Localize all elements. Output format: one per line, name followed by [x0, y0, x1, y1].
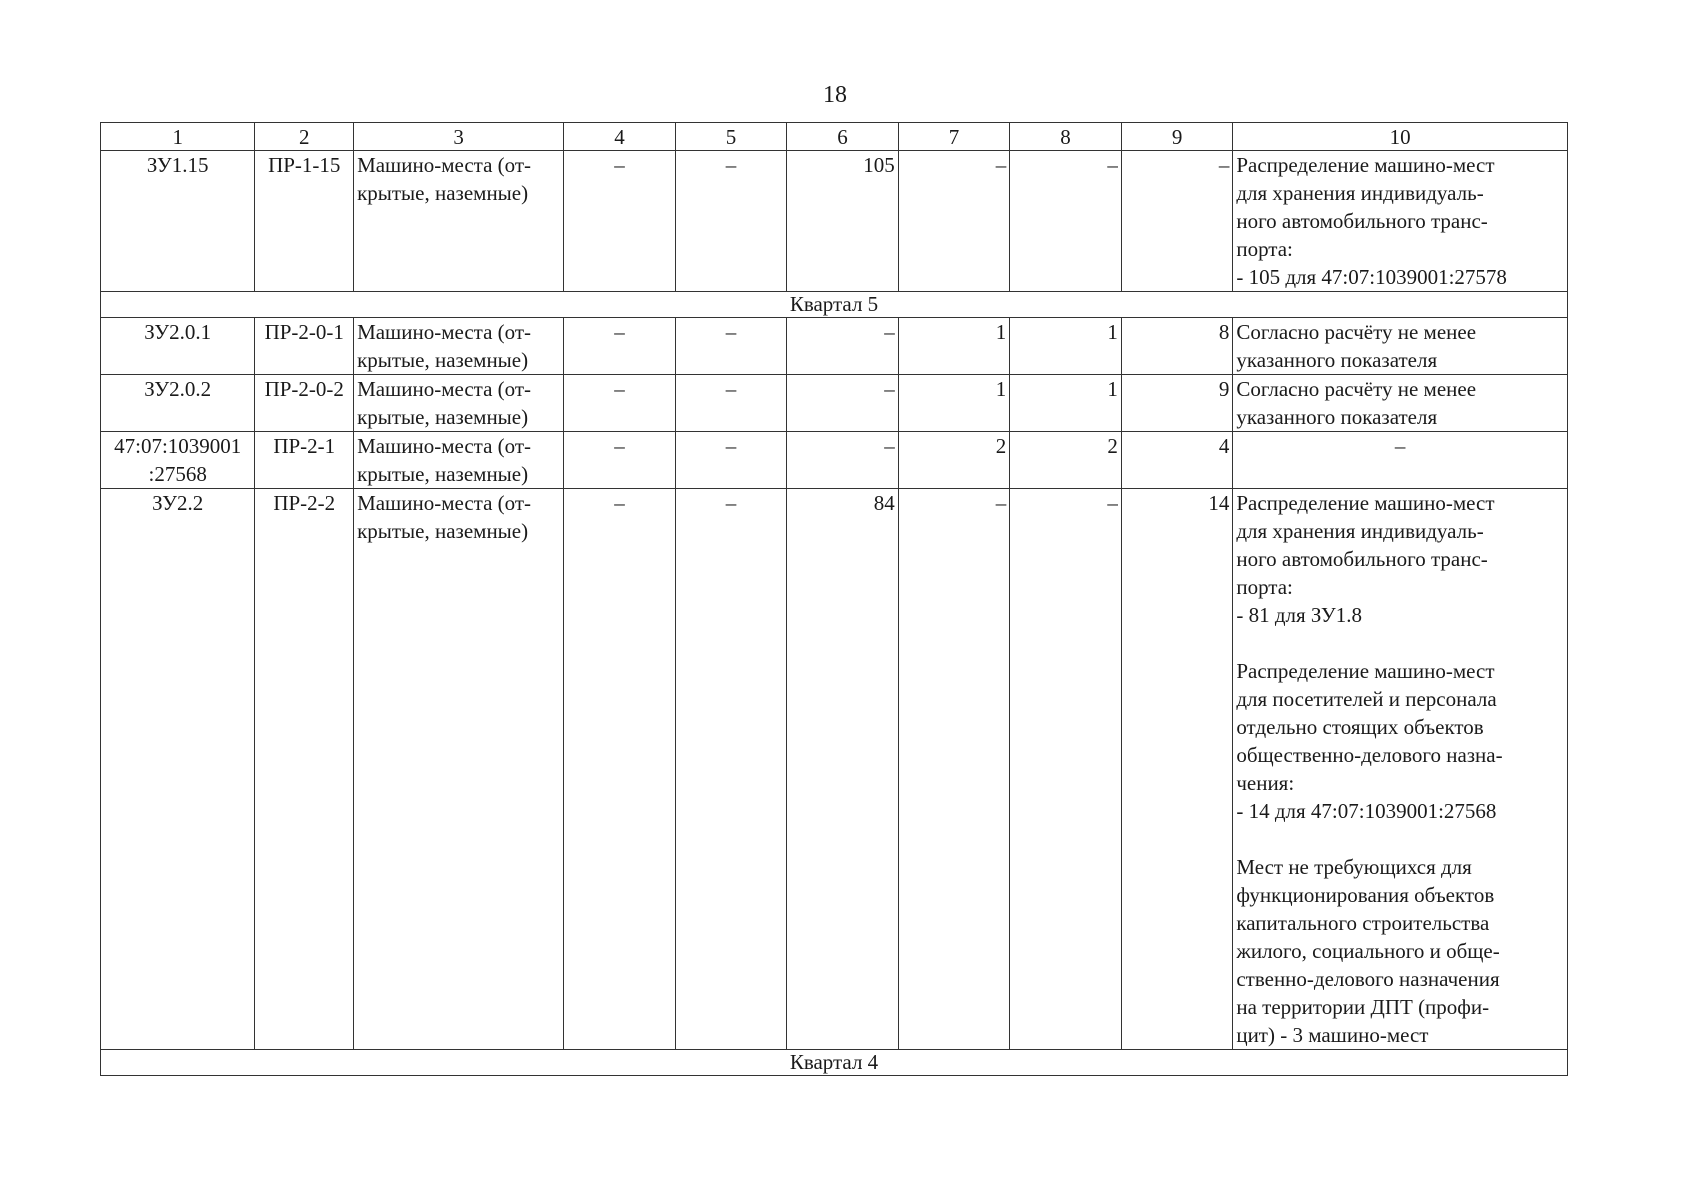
column-header-9: 9: [1121, 123, 1233, 151]
cell-line: указанного показателя: [1236, 405, 1438, 429]
cell-line: ственно-делового назначения: [1236, 967, 1500, 991]
table-row: [101, 318, 1568, 375]
cell-line: Машино-места (от-: [357, 153, 532, 177]
table-cell-col-5: [675, 489, 787, 1050]
section-label: Квартал 5: [101, 292, 1568, 318]
cell-line: Распределение машино-мест: [1236, 491, 1495, 515]
cell-line: ПР-1-15: [268, 153, 341, 177]
table-cell-col-3: [354, 489, 564, 1050]
cell-line: - 105 для 47:07:1039001:27578: [1236, 265, 1507, 289]
cell-line: указанного показателя: [1236, 348, 1438, 372]
cell-line: ПР-2-0-1: [264, 320, 344, 344]
cell-line: крытые, наземные): [357, 462, 529, 486]
table-cell-col-4: [564, 151, 676, 292]
table-cell-col-7: [898, 432, 1010, 489]
cell-line: [1236, 629, 1564, 657]
table-cell-col-1: [101, 375, 255, 432]
cell-line: Согласно расчёту не менее: [1236, 377, 1477, 401]
cell-line: –: [1107, 491, 1118, 515]
column-header-6: 6: [787, 123, 899, 151]
cell-line: функционирования объектов: [1236, 883, 1495, 907]
cell-line: [1236, 825, 1564, 853]
column-header-1: 1: [101, 123, 255, 151]
cell-line: Машино-места (от-: [357, 377, 532, 401]
table-cell-col-1: [101, 432, 255, 489]
cell-line: 4: [1218, 434, 1230, 458]
cell-line: –: [1218, 153, 1230, 177]
cell-line: 1: [995, 320, 1007, 344]
table-row: [101, 432, 1568, 489]
table-cell-col-7: [898, 489, 1010, 1050]
table-row: [101, 151, 1568, 292]
cell-line: –: [995, 153, 1007, 177]
table-cell-col-8: [1010, 432, 1122, 489]
cell-line: порта:: [1236, 237, 1293, 261]
section-label: Квартал 4: [101, 1050, 1568, 1076]
column-header-8: 8: [1010, 123, 1122, 151]
cell-line: –: [725, 320, 737, 344]
table-cell-col-9: [1121, 375, 1233, 432]
cell-line: –: [1394, 434, 1406, 458]
table-cell-col-2: [255, 151, 354, 292]
cell-line: –: [995, 491, 1007, 515]
table-cell-col-6: [787, 318, 899, 375]
table-cell-col-6: [787, 432, 899, 489]
table-cell-col-1: [101, 151, 255, 292]
cell-line: Машино-места (от-: [357, 434, 532, 458]
cell-line: –: [725, 434, 737, 458]
cell-line: –: [725, 153, 737, 177]
column-header-4: 4: [564, 123, 676, 151]
table-cell-col-10: [1233, 489, 1568, 1050]
cell-line: 105: [863, 153, 895, 177]
cell-line: 1: [995, 377, 1007, 401]
cell-line: - 14 для 47:07:1039001:27568: [1236, 799, 1497, 823]
table-cell-col-7: [898, 375, 1010, 432]
cell-line: порта:: [1236, 575, 1293, 599]
table-cell-col-3: [354, 432, 564, 489]
column-header-10: 10: [1233, 123, 1568, 151]
table-cell-col-2: [255, 432, 354, 489]
cell-line: ЗУ2.0.1: [144, 320, 212, 344]
table-cell-col-6: [787, 489, 899, 1050]
cell-line: –: [725, 377, 737, 401]
table-cell-col-3: [354, 375, 564, 432]
column-header-7: 7: [898, 123, 1010, 151]
table-cell-col-7: [898, 318, 1010, 375]
cell-line: –: [614, 320, 625, 344]
cell-line: крытые, наземные): [357, 405, 529, 429]
section-row: [101, 1050, 1568, 1076]
table-cell-col-3: [354, 151, 564, 292]
cell-line: –: [725, 491, 737, 515]
cell-line: ПР-2-1: [273, 434, 336, 458]
table-cell-col-5: [675, 375, 787, 432]
table-cell-col-6: [787, 375, 899, 432]
table-row: [101, 489, 1568, 1050]
table-cell-col-10: [1233, 318, 1568, 375]
table-cell-col-5: [675, 151, 787, 292]
table-cell-col-8: [1010, 151, 1122, 292]
parking-table: [100, 122, 1568, 1076]
table-cell-col-2: [255, 375, 354, 432]
cell-line: для посетителей и персонала: [1236, 687, 1497, 711]
cell-line: ного автомобильного транс-: [1236, 547, 1488, 571]
cell-line: отдельно стоящих объектов: [1236, 715, 1484, 739]
cell-line: 2: [995, 434, 1007, 458]
cell-line: :27568: [148, 462, 207, 486]
cell-line: –: [614, 377, 625, 401]
column-header-5: 5: [675, 123, 787, 151]
table-cell-col-2: [255, 489, 354, 1050]
cell-line: Распределение машино-мест: [1236, 153, 1495, 177]
cell-line: для хранения индивидуаль-: [1236, 181, 1484, 205]
cell-line: капитального строительства: [1236, 911, 1490, 935]
cell-line: –: [884, 434, 895, 458]
cell-line: ного автомобильного транс-: [1236, 209, 1488, 233]
cell-line: –: [884, 377, 895, 401]
cell-line: чения:: [1236, 771, 1295, 795]
table-cell-col-5: [675, 318, 787, 375]
table-cell-col-4: [564, 375, 676, 432]
cell-line: 2: [1107, 434, 1118, 458]
table-cell-col-1: [101, 318, 255, 375]
table-cell-col-9: [1121, 151, 1233, 292]
column-header-2: 2: [255, 123, 354, 151]
cell-line: 9: [1218, 377, 1230, 401]
cell-line: 84: [873, 491, 895, 515]
table-cell-col-7: [898, 151, 1010, 292]
table-cell-col-9: [1121, 432, 1233, 489]
cell-line: крытые, наземные): [357, 519, 529, 543]
table-cell-col-3: [354, 318, 564, 375]
cell-line: для хранения индивидуаль-: [1236, 519, 1484, 543]
table-cell-col-10: [1233, 432, 1568, 489]
cell-line: 8: [1218, 320, 1230, 344]
cell-line: ЗУ2.2: [152, 491, 204, 515]
table-cell-col-4: [564, 432, 676, 489]
cell-line: 14: [1208, 491, 1230, 515]
cell-line: –: [614, 491, 625, 515]
table-cell-col-8: [1010, 318, 1122, 375]
cell-line: Распределение машино-мест: [1236, 659, 1495, 683]
cell-line: - 81 для ЗУ1.8: [1236, 603, 1363, 627]
cell-line: 1: [1107, 377, 1118, 401]
table-row: [101, 375, 1568, 432]
cell-line: ПР-2-2: [273, 491, 336, 515]
page-number: 18: [823, 82, 847, 108]
cell-line: общественно-делового назна-: [1236, 743, 1503, 767]
cell-line: –: [614, 434, 625, 458]
table-cell-col-4: [564, 489, 676, 1050]
cell-line: –: [1107, 153, 1118, 177]
cell-line: цит) - 3 машино-мест: [1236, 1023, 1429, 1047]
table-cell-col-10: [1233, 151, 1568, 292]
cell-line: 1: [1107, 320, 1118, 344]
table-cell-col-6: [787, 151, 899, 292]
section-row: [101, 292, 1568, 318]
cell-line: 47:07:1039001: [114, 434, 242, 458]
cell-line: ЗУ2.0.2: [144, 377, 212, 401]
table-cell-col-10: [1233, 375, 1568, 432]
cell-line: крытые, наземные): [357, 181, 529, 205]
header-row: [101, 123, 1568, 151]
cell-line: Мест не требующихся для: [1236, 855, 1472, 879]
cell-line: крытые, наземные): [357, 348, 529, 372]
cell-line: Машино-места (от-: [357, 491, 532, 515]
cell-line: Машино-места (от-: [357, 320, 532, 344]
table-cell-col-9: [1121, 318, 1233, 375]
cell-line: на территории ДПТ (профи-: [1236, 995, 1490, 1019]
cell-line: –: [884, 320, 895, 344]
table-cell-col-4: [564, 318, 676, 375]
cell-line: Согласно расчёту не менее: [1236, 320, 1477, 344]
cell-line: ЗУ1.15: [146, 153, 209, 177]
cell-line: ПР-2-0-2: [264, 377, 344, 401]
table-cell-col-2: [255, 318, 354, 375]
table-cell-col-8: [1010, 375, 1122, 432]
table-cell-col-5: [675, 432, 787, 489]
table-cell-col-1: [101, 489, 255, 1050]
column-header-3: 3: [354, 123, 564, 151]
table-cell-col-8: [1010, 489, 1122, 1050]
cell-line: жилого, социального и обще-: [1236, 939, 1500, 963]
table-cell-col-9: [1121, 489, 1233, 1050]
cell-line: –: [614, 153, 625, 177]
